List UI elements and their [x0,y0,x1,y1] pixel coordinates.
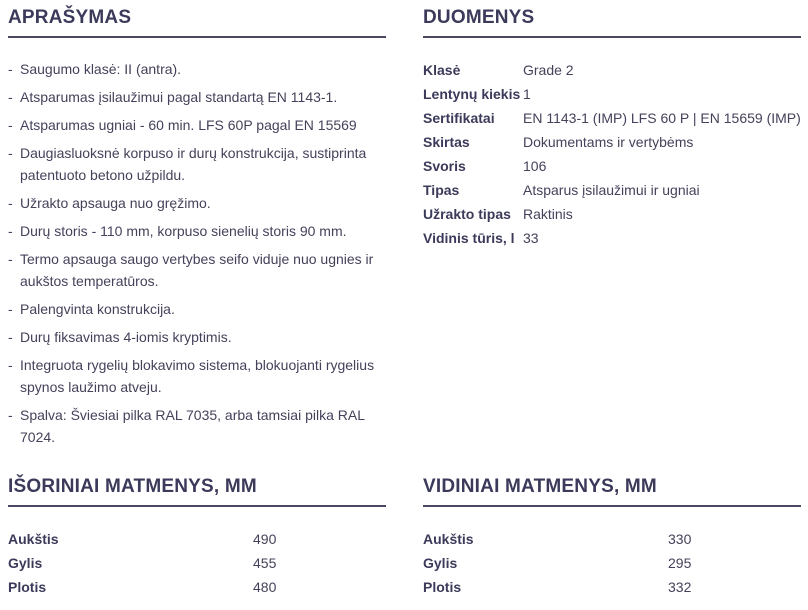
list-item: - Palengvinta konstrukcija. [8,298,386,320]
data-value: Grade 2 [523,62,574,78]
list-item: - Atsparumas ugniai - 60 min. LFS 60P pagal EN 15569 [8,114,386,136]
data-value: 106 [523,158,547,174]
outer-dimensions-table [8,527,386,599]
data-value: Dokumentams ir vertybėms [523,134,694,150]
data-value: Raktinis [523,206,573,222]
table-row [423,58,801,82]
dimension-key: Gylis [8,555,43,571]
data-value: EN 1143-1 (IMP) LFS 60 P | EN 15659 (IMP) [523,110,801,126]
table-row [423,202,801,226]
data-key: Tipas [423,182,460,198]
dimension-value: 490 [253,531,277,547]
table-row [423,154,801,178]
dimension-key: Gylis [423,555,458,571]
data-value: 1 [523,86,531,102]
dimension-key: Aukštis [423,531,474,547]
table-row [8,551,386,575]
inner-dimensions-table [423,527,801,599]
data-key: Skirtas [423,134,470,150]
data-key: Klasė [423,62,461,78]
dimension-key: Plotis [423,579,462,595]
table-row [423,551,801,575]
table-row [423,106,801,130]
table-row [8,575,386,599]
data-key: Užrakto tipas [423,206,511,222]
table-row [8,527,386,551]
data-value: Atsparus įsilaužimui ir ugniai [523,182,700,198]
data-key: Sertifikatai [423,110,495,126]
description-section [8,0,386,454]
data-key: Lentynų kiekis [423,86,521,102]
list-item: - Spalva: Šviesiai pilka RAL 7035, arba tamsiai pilka RAL 7024. [8,404,386,448]
outer-dimensions-section [8,469,386,599]
dimension-key: Plotis [8,579,47,595]
data-value: 33 [523,230,539,246]
list-item: - Durų fiksavimas 4-iomis kryptimis. [8,326,386,348]
dimension-value: 480 [253,579,277,595]
list-item: - Užrakto apsauga nuo gręžimo. [8,192,386,214]
dimension-key: Aukštis [8,531,59,547]
dimension-value: 295 [668,555,692,571]
data-section [423,0,801,250]
list-item: - Daugiasluoksnė korpuso ir durų konstrukcija, sustiprinta patentuoto betono užpildu. [8,142,386,186]
table-row [423,130,801,154]
table-row [423,527,801,551]
outer-dimensions-title: IŠORINIAI MATMENYS, MM [8,469,386,507]
table-row [423,226,801,250]
inner-dimensions-title: VIDINIAI MATMENYS, MM [423,469,801,507]
list-item: - Integruota rygelių blokavimo sistema, blokuojanti rygelius spynos laužimo atveju. [8,354,386,398]
data-title: DUOMENYS [423,0,801,38]
table-row [423,82,801,106]
dimension-value: 332 [668,579,692,595]
dimension-value: 330 [668,531,692,547]
list-item: - Termo apsauga saugo vertybes seifo viduje nuo ugnies ir aukštos temperatūros. [8,248,386,292]
inner-dimensions-section [423,469,801,599]
table-row [423,575,801,599]
data-table [423,58,801,250]
description-list [8,58,386,448]
table-row [423,178,801,202]
description-title: APRAŠYMAS [8,0,386,38]
dimension-value: 455 [253,555,277,571]
data-key: Vidinis tūris, l [423,230,515,246]
list-item: - Atsparumas įsilaužimui pagal standartą EN 1143-1. [8,86,386,108]
data-key: Svoris [423,158,466,174]
list-item: - Saugumo klasė: II (antra). [8,58,386,80]
list-item: - Durų storis - 110 mm, korpuso sienelių storis 90 mm. [8,220,386,242]
